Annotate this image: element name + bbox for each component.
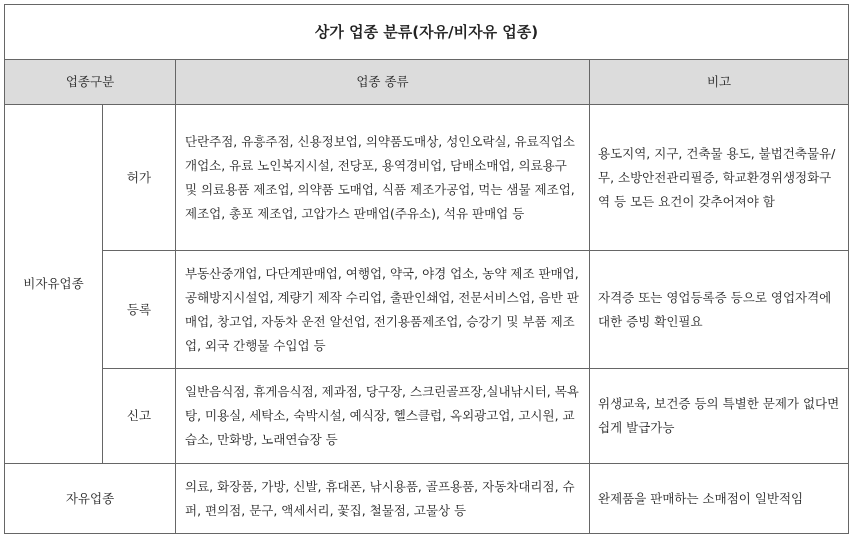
table-row [5, 464, 849, 534]
types-registration: 부동산중개업, 다단계판매업, 여행업, 약국, 야경 업소, 농약 제조 판매업, 공해방지시설업, 계량기 제작 수리업, 출판인쇄업, 전문서비스업, 음반 판매업, 창고업, 자동차 운전 알선업, 전기용품제조업, 승강기 및 부품 제조업, 외국 간행물 수입업 등 [176, 251, 590, 369]
subcategory-registration: 등록 [103, 251, 176, 369]
table-row [5, 251, 849, 369]
header-category: 업종구분 [5, 60, 176, 105]
header-types: 업종 종류 [176, 60, 590, 105]
types-permit: 단란주점, 유흥주점, 신용정보업, 의약품도매상, 성인오락실, 유료직업소개업소, 유료 노인복지시설, 전당포, 용역경비업, 담배소매업, 의료용구 및 의료용품 제조업, 의약품 도매업, 식품 제조가공업, 먹는 샘물 제조업, 제조업, 총포 제조업, 고압가스 판매업(주유소), 석유 판매업 등 [176, 105, 590, 251]
subcategory-permit: 허가 [103, 105, 176, 251]
category-nonfree: 비자유업종 [5, 105, 103, 464]
note-registration: 자격증 또는 영업등록증 등으로 영업자격에 대한 증빙 확인필요 [590, 251, 849, 369]
note-permit: 용도지역, 지구, 건축물 용도, 불법건축물유/무, 소방안전관리필증, 학교환경위생정화구역 등 모든 요건이 갖추어져야 함 [590, 105, 849, 251]
note-report: 위생교육, 보건증 등의 특별한 문제가 없다면 쉽게 발급가능 [590, 369, 849, 464]
table-row [5, 105, 849, 251]
category-free: 자유업종 [5, 464, 176, 534]
business-classification-table [4, 4, 849, 534]
types-report: 일반음식점, 휴게음식점, 제과점, 당구장, 스크린골프장,실내낚시터, 목욕탕, 미용실, 세탁소, 숙박시설, 예식장, 헬스클럽, 옥외광고업, 고시원, 교습소, 만화방, 노래연습장 등 [176, 369, 590, 464]
header-note: 비고 [590, 60, 849, 105]
subcategory-report: 신고 [103, 369, 176, 464]
note-free: 완제품을 판매하는 소매점이 일반적임 [590, 464, 849, 534]
table-title: 상가 업종 분류(자유/비자유 업종) [5, 5, 849, 60]
types-free: 의료, 화장품, 가방, 신발, 휴대폰, 낚시용품, 골프용품, 자동차대리점, 슈퍼, 편의점, 문구, 액세서리, 꽃집, 철물점, 고물상 등 [176, 464, 590, 534]
table-row [5, 369, 849, 464]
